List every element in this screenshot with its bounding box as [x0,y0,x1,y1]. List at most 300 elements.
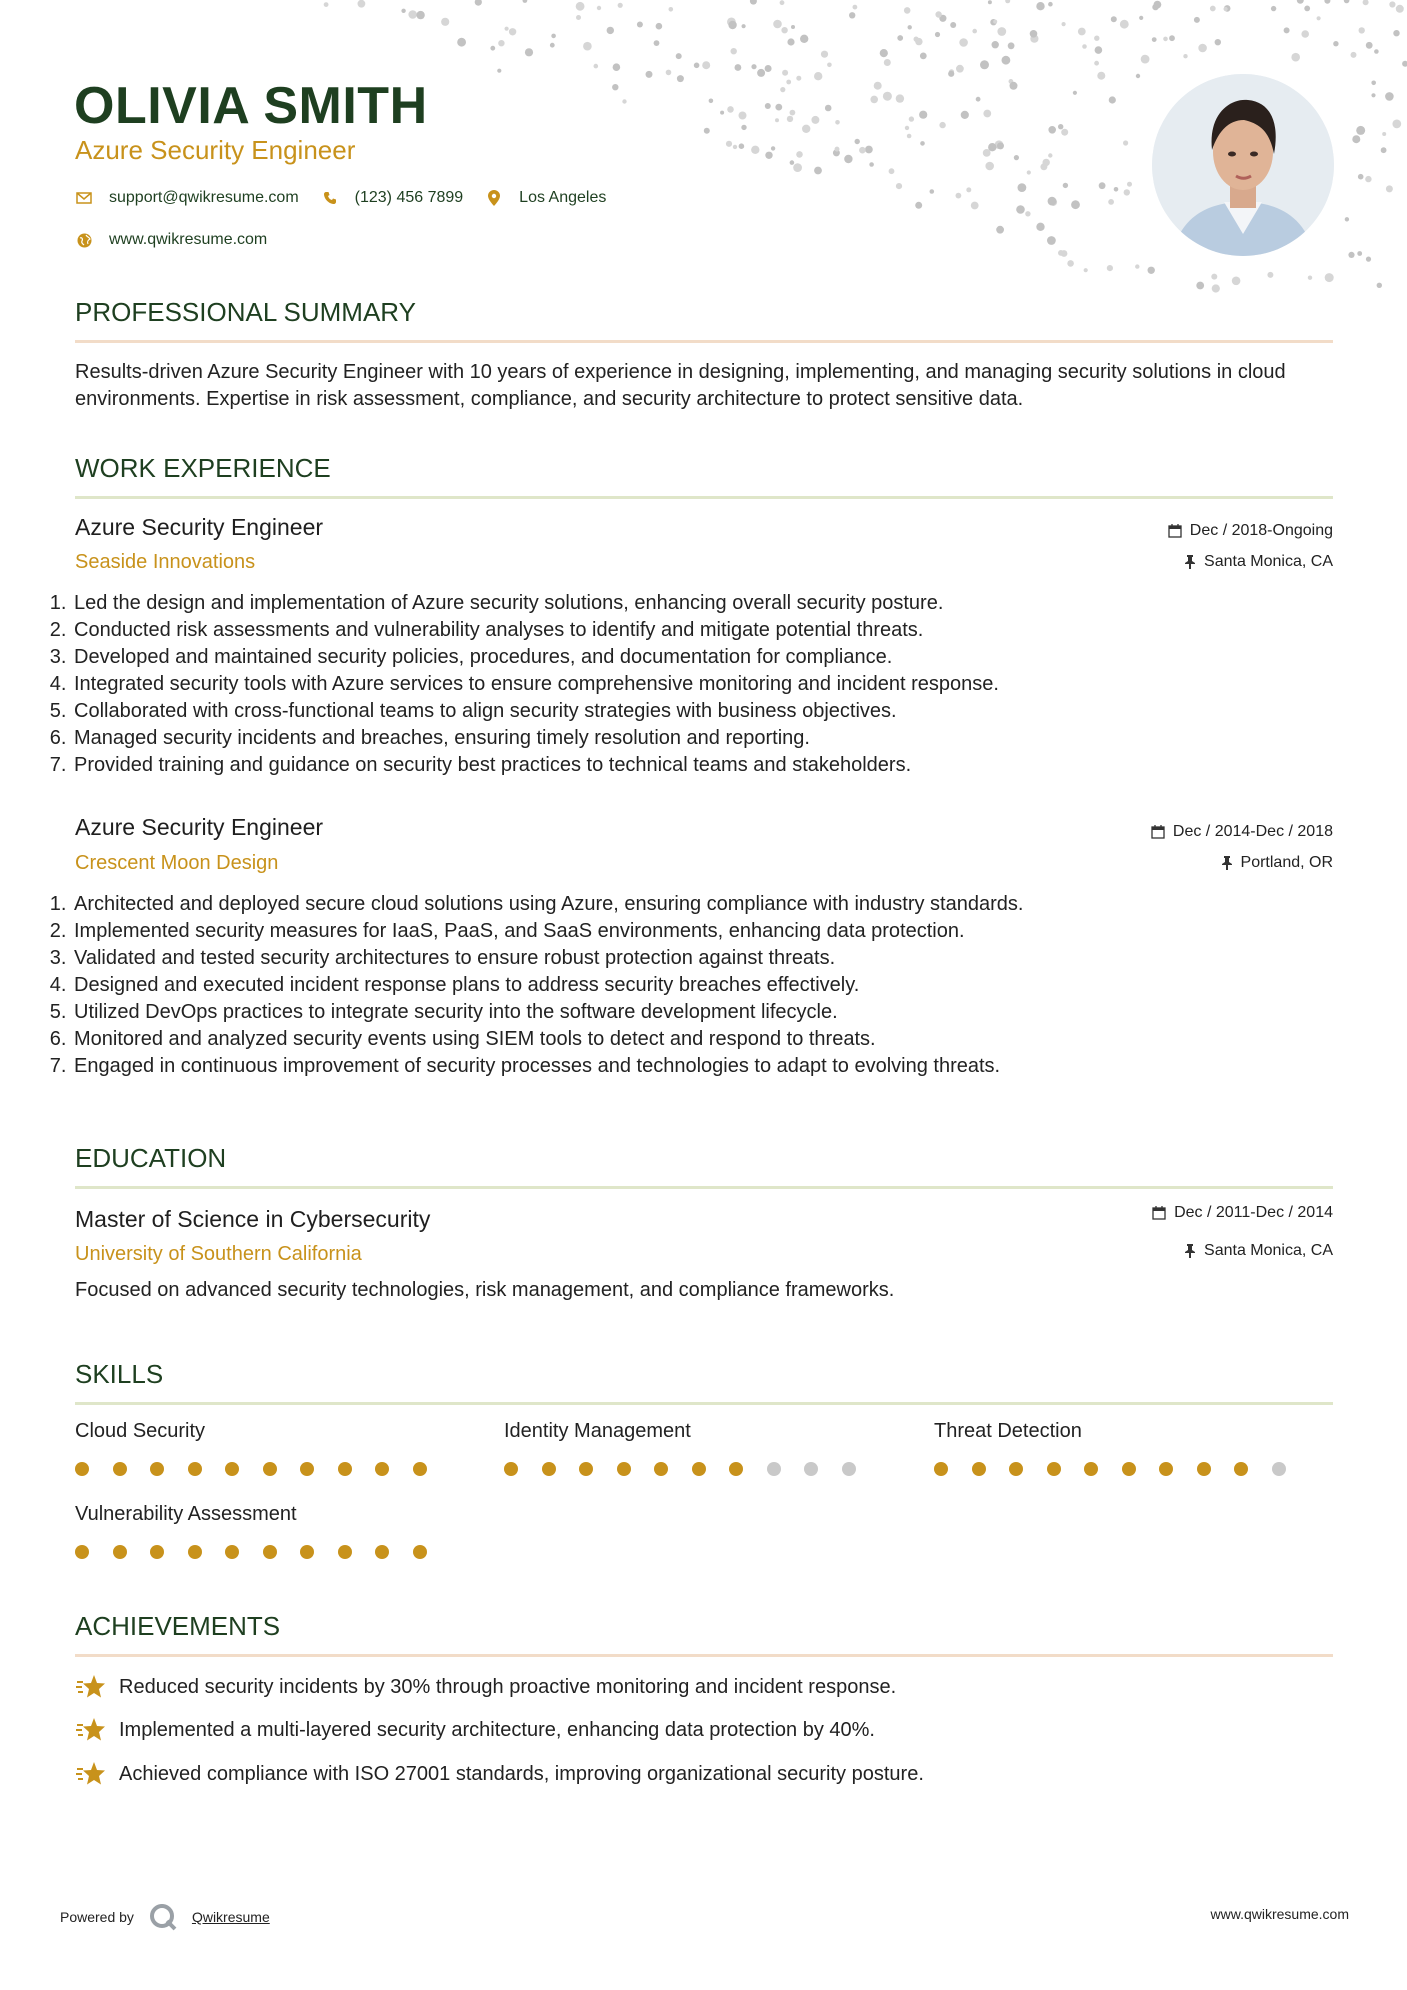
pattern-dot [825,105,832,112]
education-dates [1152,1203,1333,1223]
avatar-illustration [1152,74,1334,256]
pattern-dot [773,20,782,29]
pattern-dot [1224,7,1228,11]
achievement-item [75,1673,896,1701]
pattern-dot [1107,265,1113,271]
skill-rating [75,1545,450,1559]
calendar-icon [1152,1206,1166,1220]
pattern-dot [1058,124,1063,129]
pattern-dot [1154,1,1162,9]
pattern-dot [1356,126,1365,135]
pattern-dot [618,3,623,8]
pattern-dot [498,40,504,46]
pattern-dot [1366,257,1371,262]
pattern-dot [1084,268,1088,272]
pattern-dot [1018,183,1027,192]
skill-dot-filled [542,1462,556,1476]
skill-dot-filled [375,1462,389,1476]
pattern-dot [966,187,971,192]
pattern-dot [1344,0,1350,3]
job-1-responsibilities [52,590,1312,779]
pattern-dot [905,126,909,130]
qwikresume-link[interactable]: Qwikresume [191,1909,270,1925]
pattern-dot [656,23,663,30]
pattern-dot [883,92,892,101]
pattern-dot [1141,55,1150,64]
job-1-company: Seaside Innovations [75,551,256,573]
pattern-dot [594,64,599,69]
education-location [1184,1241,1333,1261]
pattern-dot [935,11,941,17]
skill-dot-filled [413,1545,427,1559]
pattern-dot [739,112,747,120]
skill-label: Identity Management [504,1420,691,1442]
pattern-dot [865,146,873,154]
pattern-dot [1078,28,1086,36]
pattern-dot [814,72,822,80]
skill-vulnerability-assessment [75,1501,297,1527]
pattern-dot [1396,5,1404,13]
pattern-dot [1008,42,1015,49]
skill-dot-filled [150,1545,164,1559]
pattern-dot [551,34,556,39]
pattern-dot [844,155,852,163]
contact-row-primary [75,189,628,207]
pattern-dot [1392,120,1401,129]
pattern-dot [728,21,736,29]
pattern-dot [676,53,682,59]
pattern-dot [827,63,832,68]
pattern-dot [995,140,1004,149]
pattern-dot [874,82,882,90]
pattern-dot [1304,5,1310,11]
pattern-dot [997,27,1006,36]
pattern-dot [1099,182,1106,189]
pattern-dot [1094,61,1099,66]
pattern-dot [1381,147,1387,153]
pattern-dot [1136,74,1140,78]
pattern-dot [677,75,684,82]
pattern-dot [576,2,585,11]
pattern-dot [1061,250,1068,257]
pattern-dot [709,99,714,104]
skill-dot-filled [729,1462,743,1476]
pattern-dot [909,116,914,121]
list-item: 7. Provided training and guidance on security best practices to technical teams and stakeholders. [72,752,1312,779]
pattern-dot [441,18,449,26]
pattern-dot [983,149,991,157]
pattern-dot [1232,277,1241,286]
pattern-dot [666,70,672,76]
pattern-dot [896,183,902,189]
pattern-dot [904,7,911,14]
pattern-dot [990,19,996,25]
pattern-dot [835,120,840,125]
education-dates-text: Dec / 2011-Dec / 2014 [1174,1204,1333,1221]
skills-heading: SKILLS [75,1359,164,1389]
pattern-dot [880,49,888,57]
pattern-dot [1358,174,1364,180]
pattern-dot [919,111,927,119]
pattern-dot [1114,187,1119,192]
powered-by-label: Powered by [60,1909,134,1925]
skill-dot-filled [300,1545,314,1559]
skill-identity-management [504,1418,691,1444]
job-title-headline: Azure Security Engineer [75,135,356,165]
pattern-dot [408,10,417,19]
skill-dot-filled [338,1462,352,1476]
skill-rating [75,1462,450,1476]
pattern-dot [920,141,925,146]
pattern-dot [1194,17,1200,23]
pattern-dot [1073,91,1077,95]
email-link[interactable]: support@qwikresume.com [109,189,299,206]
pattern-dot [1036,2,1044,10]
pattern-dot [1148,267,1155,274]
pattern-dot [597,6,601,10]
education-description: Focused on advanced security technologies, risk management, and compliance frameworks. [75,1279,895,1301]
skill-dot-filled [150,1462,164,1476]
education-location-text: Santa Monica, CA [1204,1242,1333,1259]
pattern-dot [780,87,785,92]
pattern-dot [1352,135,1360,143]
pattern-dot [358,0,366,8]
pattern-dot [993,20,997,24]
skill-dot-filled [113,1462,127,1476]
pattern-dot [956,193,962,199]
pattern-dot [980,60,989,69]
pattern-dot [796,151,803,158]
list-item: 3. Validated and tested security architectures to ensure robust protection against threats. [72,945,1312,972]
pattern-dot [1198,44,1207,53]
footer-powered-by [60,1902,270,1932]
pattern-dot [907,134,912,139]
pattern-dot [1359,27,1365,33]
pattern-dot [741,125,746,130]
pattern-dot [694,63,700,69]
pattern-dot [1333,41,1338,46]
skill-dot-filled [504,1462,518,1476]
pattern-dot [1284,27,1290,33]
job-2-title: Azure Security Engineer [75,814,324,840]
skill-dot-filled [1197,1462,1211,1476]
skill-dot-filled [225,1462,239,1476]
pattern-dot [1094,36,1099,41]
skill-threat-detection [934,1418,1082,1444]
skill-dot-empty [804,1462,818,1476]
job-2-responsibilities [52,891,1312,1080]
list-item: 2. Implemented security measures for IaaS, PaaS, and SaaS environments, enhancing data protection. [72,918,1312,945]
pattern-dot [612,84,618,90]
envelope-icon [75,189,93,207]
pattern-dot [523,0,528,3]
section-rule [75,1402,1333,1405]
skill-dot-filled [1084,1462,1098,1476]
job-1-title: Azure Security Engineer [75,514,324,540]
profile-photo [1152,74,1334,256]
pattern-dot [702,61,710,69]
candidate-name: OLIVIA SMITH [74,77,428,135]
skill-dot-filled [579,1462,593,1476]
pattern-dot [733,145,737,149]
skill-dot-filled [1009,1462,1023,1476]
summary-heading: PROFESSIONAL SUMMARY [75,297,416,327]
pattern-dot [1127,182,1132,187]
pattern-dot [961,111,969,119]
pattern-dot [1386,185,1393,192]
website-link[interactable]: www.qwikresume.com [109,231,268,248]
section-rule [75,1654,1333,1657]
skill-dot-filled [1159,1462,1173,1476]
pattern-dot [1027,170,1031,174]
skill-dot-filled [1047,1462,1061,1476]
pattern-dot [889,168,895,174]
pattern-dot [505,27,509,31]
list-item: 3. Developed and maintained security policies, procedures, and documentation for compliance. [72,644,1312,671]
pattern-dot [939,15,946,22]
pattern-dot [1196,282,1204,290]
pattern-dot [1267,272,1273,278]
pattern-dot [654,40,660,46]
pattern-dot [1374,49,1379,54]
calendar-icon [1151,825,1165,839]
skill-dot-filled [692,1462,706,1476]
pattern-dot [765,152,772,159]
pattern-dot [992,41,999,48]
pattern-dot [1009,79,1014,84]
pattern-dot [1063,183,1068,188]
pattern-dot [622,99,626,103]
pattern-dot [1048,2,1053,7]
pattern-dot [1271,6,1276,11]
pattern-dot [1291,53,1300,62]
pattern-dot [457,38,466,47]
pattern-dot [727,106,734,113]
pattern-dot [802,125,810,133]
list-item: 5. Collaborated with cross-functional teams to align security strategies with business objectives. [72,698,1312,725]
pattern-dot [416,11,424,19]
pattern-dot [1005,0,1010,3]
pattern-dot [401,9,405,13]
achievement-item [75,1716,875,1744]
pattern-dot [1351,52,1357,58]
pattern-dot [646,71,653,78]
section-rule [75,340,1333,343]
pattern-dot [509,28,516,35]
job-2-location-text: Portland, OR [1240,854,1333,871]
section-heading-education [75,1142,1333,1174]
pattern-dot [1025,211,1030,216]
pattern-dot [1010,82,1018,90]
pattern-dot [1061,129,1068,136]
pattern-dot [1297,0,1304,4]
pattern-dot [1377,283,1382,288]
skill-dot-filled [934,1462,948,1476]
skill-dot-filled [188,1462,202,1476]
pattern-dot [786,80,791,85]
list-item: 1. Architected and deployed secure cloud solutions using Azure, ensuring compliance with industry standards. [72,891,1312,918]
pattern-dot [935,32,940,37]
list-item: 7. Engaged in continuous improvement of security processes and technologies to adapt to evolving threats. [72,1053,1312,1080]
pattern-dot [757,69,765,77]
experience-heading: WORK EXPERIENCE [75,453,331,483]
skill-dot-filled [113,1545,127,1559]
list-item: 5. Utilized DevOps practices to integrate security into the software development lifecycle. [72,999,1312,1026]
job-2-company: Crescent Moon Design [75,852,279,874]
pattern-dot [550,43,555,48]
skill-cloud-security [75,1418,205,1444]
pattern-dot [1382,132,1386,136]
pattern-dot [771,146,775,150]
section-heading-experience [75,452,1333,484]
pushpin-icon [1184,555,1196,569]
achievement-item [75,1760,924,1788]
skill-dot-filled [972,1462,986,1476]
pattern-dot [787,116,793,122]
pattern-dot [525,48,533,56]
pushpin-icon [1184,1244,1196,1258]
pattern-dot [1062,22,1066,26]
pattern-dot [1111,16,1117,22]
pattern-dot [607,27,614,34]
pattern-dot [1082,44,1087,49]
pattern-dot [790,110,796,116]
location-text: Los Angeles [519,189,607,206]
pattern-dot [985,162,994,171]
achievement-text: Achieved compliance with ISO 27001 standards, improving organizational security posture. [119,1762,924,1785]
footer-website-link[interactable]: www.qwikresume.com [1210,1906,1349,1922]
pattern-dot [576,15,581,20]
section-heading-achievements [75,1610,1333,1642]
skill-dot-filled [413,1462,427,1476]
job-2-dates [1151,822,1333,842]
pattern-dot [988,143,996,151]
pattern-dot [739,143,745,149]
list-item: 4. Integrated security tools with Azure services to ensure comprehensive monitoring and incident response. [72,671,1312,698]
pattern-dot [1047,236,1056,245]
pattern-dot [1120,20,1129,29]
pattern-dot [897,35,903,41]
pattern-dot [1097,72,1105,80]
pattern-dot [1030,35,1038,43]
pattern-dot [972,29,977,34]
skill-dot-empty [842,1462,856,1476]
pattern-dot [1048,153,1052,157]
pattern-dot [775,104,782,111]
pattern-dot [726,141,732,147]
pattern-dot [669,7,674,12]
pattern-dot [1135,264,1139,268]
skill-dot-filled [225,1545,239,1559]
contact-row-secondary [75,231,289,249]
pattern-dot [914,37,919,42]
achievement-text: Reduced security incidents by 30% through proactive monitoring and incident response. [119,1675,897,1698]
pattern-dot [1211,274,1217,280]
skill-dot-filled [263,1545,277,1559]
pattern-dot [791,25,795,29]
pattern-dot [939,122,945,128]
pattern-dot [859,147,866,154]
skill-dot-filled [375,1545,389,1559]
pattern-dot [1040,163,1047,170]
achievement-text: Implemented a multi-layered security architecture, enhancing data protection by 40%. [119,1718,875,1741]
section-heading-skills [75,1358,1333,1390]
pattern-dot [735,64,742,71]
pattern-dot [1371,93,1375,97]
pattern-dot [1169,35,1175,41]
pattern-dot [996,226,1004,234]
degree-title: Master of Science in Cybersecurity [75,1206,431,1232]
summary-text: Results-driven Azure Security Engineer with 10 years of experience in designing, implementing, and managing security solutions in cloud environments. Expertise in risk assessment, compliance, and security architecture to protect sensitive data. [75,361,1286,410]
job-1-location [1184,552,1333,572]
pattern-dot [1036,223,1044,231]
pattern-dot [490,46,495,51]
skill-rating [934,1462,1309,1476]
skill-dot-filled [1122,1462,1136,1476]
pattern-dot [948,71,954,77]
qwikresume-logo-icon [148,1902,178,1932]
pattern-dot [731,48,737,54]
skill-dot-filled [263,1462,277,1476]
pattern-dot [814,167,822,175]
pattern-dot [787,38,794,45]
pattern-dot [750,0,757,5]
job-1-dates [1168,521,1333,541]
school-name: University of Southern California [75,1243,362,1265]
pattern-dot [976,97,981,102]
pattern-dot [971,202,979,210]
pattern-dot [751,64,756,69]
pattern-dot [1365,176,1371,182]
pattern-dot [637,22,643,28]
pattern-dot [751,146,759,154]
skill-dot-filled [654,1462,668,1476]
pattern-dot [790,160,795,165]
section-rule [75,1186,1333,1189]
pattern-dot [742,24,746,28]
pushpin-icon [1221,856,1233,870]
list-item: 1. Led the design and implementation of Azure security solutions, enhancing overall security posture. [72,590,1312,617]
pattern-dot [1301,30,1309,38]
pattern-dot [821,51,828,58]
list-item: 6. Managed security incidents and breaches, ensuring timely resolution and reporting. [72,725,1312,752]
pattern-dot [896,94,904,102]
pattern-dot [920,53,927,60]
skill-dot-filled [75,1545,89,1559]
pattern-dot [1050,199,1057,206]
pattern-dot [1224,5,1231,12]
job-2-dates-text: Dec / 2014-Dec / 2018 [1172,823,1333,840]
pattern-dot [324,2,329,7]
pattern-dot [833,149,840,156]
list-item: 6. Monitored and analyzed security events using SIEM tools to detect and respond to threats. [72,1026,1312,1053]
section-rule [75,496,1333,499]
skill-label: Vulnerability Assessment [75,1503,297,1525]
skill-dot-filled [1234,1462,1248,1476]
pattern-dot [796,76,801,81]
pattern-dot [1363,0,1369,5]
pattern-dot [915,38,922,45]
pattern-dot [775,118,779,122]
skill-dot-filled [617,1462,631,1476]
pattern-dot [1210,6,1216,12]
skill-dot-filled [300,1462,314,1476]
pattern-dot [765,65,772,72]
pattern-dot [908,25,912,29]
phone-number[interactable]: (123) 456 7899 [354,189,464,206]
pattern-dot [1212,284,1220,292]
pattern-dot [1317,16,1321,20]
